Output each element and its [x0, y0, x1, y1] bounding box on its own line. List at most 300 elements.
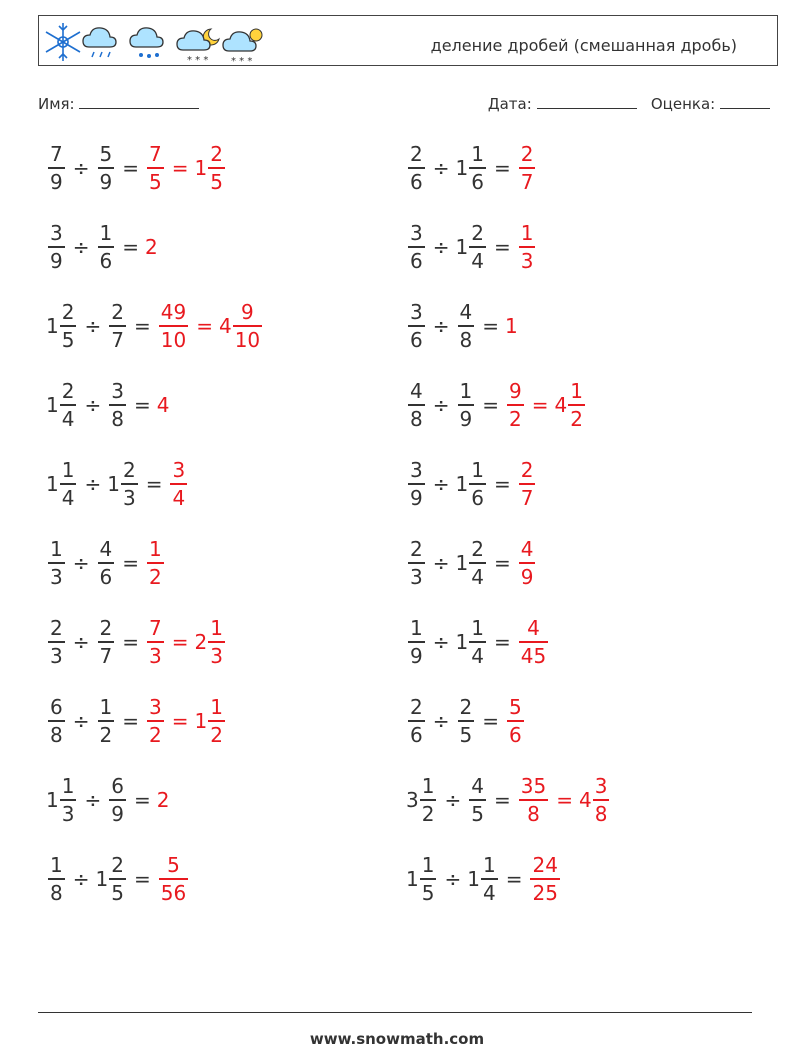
fraction	[519, 144, 536, 192]
number	[96, 539, 117, 587]
numerator: 6	[111, 774, 124, 798]
divide-sign: ÷	[432, 709, 450, 733]
problem	[46, 302, 264, 350]
fraction	[519, 539, 536, 587]
fraction	[147, 618, 164, 666]
equals-sign: =	[171, 709, 189, 733]
denominator: 3	[60, 799, 77, 824]
number	[96, 144, 117, 192]
fraction	[98, 697, 115, 745]
denominator: 3	[48, 641, 65, 666]
denominator: 9	[98, 167, 115, 192]
equals-sign: =	[122, 709, 139, 733]
fraction	[48, 144, 65, 192]
divide-sign: ÷	[72, 709, 90, 733]
problem	[406, 618, 550, 666]
whole-part: 1	[46, 788, 59, 812]
whole-part: 4	[578, 788, 592, 812]
numerator: 1	[210, 695, 223, 719]
grade-line[interactable]	[720, 94, 770, 109]
numerator: 4	[99, 537, 113, 561]
numerator: 1	[482, 853, 496, 877]
date-grade-fields	[488, 94, 770, 113]
number	[555, 381, 587, 429]
number	[157, 393, 169, 417]
denominator: 6	[469, 167, 486, 192]
number	[505, 381, 526, 429]
equals-sign: =	[493, 235, 511, 259]
problem	[46, 539, 166, 587]
divide-sign: ÷	[432, 314, 450, 338]
denominator: 8	[109, 404, 126, 429]
fraction	[458, 697, 475, 745]
numerator: 2	[410, 695, 423, 719]
fraction	[60, 302, 77, 350]
denominator: 8	[458, 325, 475, 350]
number	[46, 302, 78, 350]
numerator: 1	[570, 379, 583, 403]
numerator: 6	[50, 695, 63, 719]
svg-text:* * *: * * *	[187, 55, 209, 65]
denominator: 3	[519, 246, 536, 271]
denominator: 6	[98, 246, 115, 271]
number	[528, 855, 561, 903]
denominator: 9	[458, 404, 475, 429]
numerator: 3	[410, 221, 423, 245]
equals-sign: =	[196, 314, 213, 338]
numerator: 7	[50, 142, 63, 166]
denominator: 3	[408, 562, 425, 587]
denominator: 6	[408, 246, 425, 271]
divide-sign: ÷	[72, 551, 90, 575]
fraction	[469, 618, 486, 666]
equals-sign: =	[556, 788, 573, 812]
numerator: 1	[410, 616, 423, 640]
number	[517, 539, 538, 587]
problem	[46, 144, 227, 192]
problem	[406, 776, 611, 824]
denominator: 9	[408, 483, 425, 508]
number	[406, 223, 427, 271]
answer	[528, 855, 561, 903]
date-label: Дата:	[487, 95, 532, 113]
number	[107, 381, 128, 429]
weather-icons	[41, 19, 271, 65]
whole-part: 1	[46, 393, 59, 417]
equals-sign: =	[122, 551, 139, 575]
answer	[517, 539, 538, 587]
equals-sign: =	[482, 709, 499, 733]
answer	[145, 697, 227, 745]
number	[456, 302, 477, 350]
number	[157, 855, 190, 903]
number	[195, 618, 227, 666]
number	[46, 539, 67, 587]
problem	[406, 302, 517, 350]
number	[467, 776, 488, 824]
number	[406, 381, 427, 429]
whole-part: 1	[455, 156, 469, 180]
fraction	[159, 855, 188, 903]
problem	[406, 539, 537, 587]
fraction	[469, 460, 486, 508]
problem	[406, 855, 562, 903]
number	[96, 618, 117, 666]
fraction	[458, 302, 475, 350]
whole-part: 1	[46, 314, 59, 338]
numerator: 7	[149, 616, 162, 640]
fraction	[519, 776, 548, 824]
fraction	[147, 144, 164, 192]
fraction	[60, 776, 77, 824]
fraction	[469, 223, 486, 271]
equals-sign: =	[493, 630, 511, 654]
number	[406, 697, 427, 745]
numerator: 5	[99, 142, 113, 166]
equals-sign: =	[122, 630, 139, 654]
denominator: 4	[60, 404, 77, 429]
fraction	[48, 539, 65, 587]
problem	[406, 460, 537, 508]
numerator: 1	[459, 379, 473, 403]
numerator: 2	[61, 300, 75, 324]
problem	[46, 855, 190, 903]
number	[406, 302, 427, 350]
equals-sign: =	[145, 472, 163, 496]
whole-part: 2	[194, 630, 208, 654]
divide-sign: ÷	[72, 630, 90, 654]
fraction	[98, 223, 115, 271]
numerator: 2	[99, 616, 113, 640]
answer	[157, 788, 169, 812]
fraction	[519, 223, 536, 271]
whole-part: 2	[156, 788, 170, 812]
numerator: 9	[241, 300, 254, 324]
fraction	[98, 539, 115, 587]
equals-sign: =	[482, 314, 499, 338]
numerator: 2	[122, 458, 136, 482]
fraction	[233, 302, 262, 350]
problem	[406, 144, 537, 192]
number	[505, 697, 526, 745]
fraction	[147, 697, 164, 745]
fraction	[208, 697, 225, 745]
whole-part: 1	[505, 314, 518, 338]
number	[46, 460, 78, 508]
numerator: 1	[99, 695, 113, 719]
whole-part: 1	[467, 867, 480, 891]
number	[406, 144, 427, 192]
number	[456, 618, 488, 666]
divide-sign: ÷	[84, 472, 102, 496]
denominator: 9	[48, 167, 65, 192]
numerator: 4	[520, 537, 534, 561]
answer	[505, 381, 587, 429]
name-field	[38, 94, 199, 113]
problem	[46, 776, 168, 824]
number	[46, 855, 67, 903]
numerator: 4	[471, 774, 484, 798]
number	[145, 697, 166, 745]
denominator: 8	[519, 799, 548, 824]
numerator: 1	[50, 853, 63, 877]
numerator: 1	[421, 853, 435, 877]
denominator: 2	[147, 720, 164, 745]
snowflake-icon	[46, 23, 80, 61]
denominator: 6	[469, 483, 486, 508]
numerator: 3	[111, 379, 124, 403]
number	[157, 788, 169, 812]
number	[456, 460, 488, 508]
number	[96, 855, 128, 903]
denominator: 10	[159, 325, 188, 350]
numerator: 2	[61, 379, 75, 403]
equals-sign: =	[171, 156, 189, 180]
denominator: 2	[147, 562, 164, 587]
denominator: 5	[458, 720, 475, 745]
denominator: 6	[408, 720, 425, 745]
fraction	[208, 144, 225, 192]
answer	[505, 697, 526, 745]
number	[406, 539, 427, 587]
fraction	[98, 618, 115, 666]
equals-sign: =	[505, 867, 523, 891]
fraction	[469, 539, 486, 587]
numerator: 1	[210, 616, 223, 640]
denominator: 5	[208, 167, 225, 192]
fraction	[121, 460, 138, 508]
number	[46, 618, 67, 666]
fraction	[109, 302, 126, 350]
fraction	[530, 855, 559, 903]
fraction	[519, 618, 548, 666]
number	[456, 381, 477, 429]
whole-part: 1	[455, 235, 469, 259]
fraction	[469, 776, 486, 824]
denominator: 5	[469, 799, 486, 824]
number	[195, 144, 227, 192]
number	[107, 302, 128, 350]
numerator: 3	[594, 774, 608, 798]
snow-cloud-moon-icon	[177, 29, 219, 65]
problem	[46, 618, 227, 666]
number	[145, 144, 166, 192]
fraction	[159, 302, 188, 350]
fraction	[208, 618, 225, 666]
answer	[517, 460, 538, 508]
numerator: 1	[471, 458, 484, 482]
answer	[517, 144, 538, 192]
numerator: 3	[50, 221, 63, 245]
number	[406, 460, 427, 508]
equals-sign: =	[133, 788, 151, 812]
denominator: 2	[507, 404, 524, 429]
denominator: 4	[469, 562, 486, 587]
fraction	[109, 776, 126, 824]
numerator: 2	[50, 616, 63, 640]
whole-part: 2	[145, 235, 158, 259]
numerator: 5	[509, 695, 522, 719]
number	[517, 776, 550, 824]
denominator: 25	[530, 878, 559, 903]
denominator: 5	[109, 878, 126, 903]
fraction	[507, 697, 524, 745]
number	[46, 697, 67, 745]
number	[107, 460, 139, 508]
number	[219, 302, 264, 350]
denominator: 7	[519, 483, 536, 508]
whole-part: 4	[218, 314, 232, 338]
whole-part: 1	[406, 867, 419, 891]
divide-sign: ÷	[432, 472, 450, 496]
fraction	[60, 460, 77, 508]
divide-sign: ÷	[72, 867, 90, 891]
equals-sign: =	[531, 393, 549, 417]
fraction	[408, 460, 425, 508]
name-line[interactable]	[79, 94, 199, 109]
number	[406, 618, 427, 666]
divide-sign: ÷	[72, 156, 90, 180]
numerator: 2	[210, 142, 223, 166]
number	[505, 314, 517, 338]
fraction	[568, 381, 585, 429]
equals-sign: =	[133, 393, 151, 417]
fraction	[593, 776, 610, 824]
number	[96, 697, 117, 745]
answer	[145, 539, 166, 587]
numerator: 3	[410, 458, 423, 482]
footer-url: www.snowmath.com	[309, 1030, 485, 1048]
fraction	[420, 855, 437, 903]
answer	[517, 223, 538, 271]
worksheet-title: деление дробей (смешанная дробь)	[430, 36, 737, 55]
problem	[406, 223, 537, 271]
problem	[406, 381, 587, 429]
date-line[interactable]	[537, 94, 637, 109]
problem	[46, 223, 157, 271]
name-label: Имя:	[38, 95, 75, 113]
denominator: 45	[519, 641, 548, 666]
numerator: 5	[167, 853, 180, 877]
denominator: 4	[469, 641, 486, 666]
denominator: 7	[98, 641, 115, 666]
fraction	[170, 460, 187, 508]
numerator: 3	[149, 695, 162, 719]
number	[46, 144, 67, 192]
numerator: 1	[471, 616, 484, 640]
denominator: 6	[98, 562, 115, 587]
fraction	[408, 302, 425, 350]
number	[157, 302, 190, 350]
fraction	[408, 618, 425, 666]
whole-part: 1	[46, 472, 59, 496]
answer	[157, 855, 190, 903]
number	[456, 223, 488, 271]
answer	[145, 235, 157, 259]
equals-sign: =	[171, 630, 189, 654]
divide-sign: ÷	[432, 551, 450, 575]
denominator: 56	[159, 878, 188, 903]
denominator: 4	[481, 878, 498, 903]
denominator: 6	[408, 325, 425, 350]
number	[517, 223, 538, 271]
numerator: 1	[61, 774, 75, 798]
equals-sign: =	[493, 551, 511, 575]
numerator: 2	[471, 537, 484, 561]
number	[168, 460, 189, 508]
denominator: 9	[519, 562, 536, 587]
divide-sign: ÷	[84, 314, 102, 338]
numerator: 49	[160, 300, 187, 324]
problem	[46, 460, 189, 508]
problem	[46, 381, 168, 429]
answer	[145, 144, 227, 192]
number	[517, 460, 538, 508]
fraction	[60, 381, 77, 429]
divide-sign: ÷	[432, 393, 450, 417]
number	[46, 776, 78, 824]
fraction	[48, 697, 65, 745]
numerator: 3	[172, 458, 186, 482]
footer-divider	[38, 1012, 752, 1013]
numerator: 1	[50, 537, 63, 561]
denominator: 3	[48, 562, 65, 587]
numerator: 24	[532, 853, 558, 877]
divide-sign: ÷	[444, 867, 462, 891]
fraction	[408, 381, 425, 429]
denominator: 4	[170, 483, 187, 508]
problem	[46, 697, 227, 745]
numerator: 1	[61, 458, 75, 482]
number	[467, 855, 499, 903]
denominator: 5	[60, 325, 77, 350]
numerator: 2	[410, 537, 423, 561]
numerator: 2	[520, 142, 534, 166]
fraction	[519, 460, 536, 508]
denominator: 2	[208, 720, 225, 745]
numerator: 35	[520, 774, 547, 798]
numerator: 1	[99, 221, 113, 245]
number	[107, 776, 128, 824]
denominator: 9	[48, 246, 65, 271]
whole-part: 1	[455, 630, 469, 654]
whole-part: 1	[194, 709, 208, 733]
numerator: 7	[149, 142, 162, 166]
worksheet-header	[38, 15, 778, 66]
whole-part: 4	[554, 393, 568, 417]
problem	[406, 697, 526, 745]
snow-cloud-sun-icon	[223, 29, 262, 65]
fraction	[408, 539, 425, 587]
fraction	[408, 697, 425, 745]
divide-sign: ÷	[432, 235, 450, 259]
denominator: 9	[109, 799, 126, 824]
answer	[157, 393, 169, 417]
divide-sign: ÷	[444, 788, 462, 812]
denominator: 3	[147, 641, 164, 666]
numerator: 2	[111, 853, 124, 877]
fraction	[507, 381, 524, 429]
fraction	[420, 776, 437, 824]
fraction	[408, 144, 425, 192]
equals-sign: =	[122, 156, 139, 180]
numerator: 2	[471, 221, 484, 245]
number	[517, 144, 538, 192]
number	[195, 697, 227, 745]
denominator: 4	[469, 246, 486, 271]
denominator: 5	[147, 167, 164, 192]
fraction	[109, 855, 126, 903]
